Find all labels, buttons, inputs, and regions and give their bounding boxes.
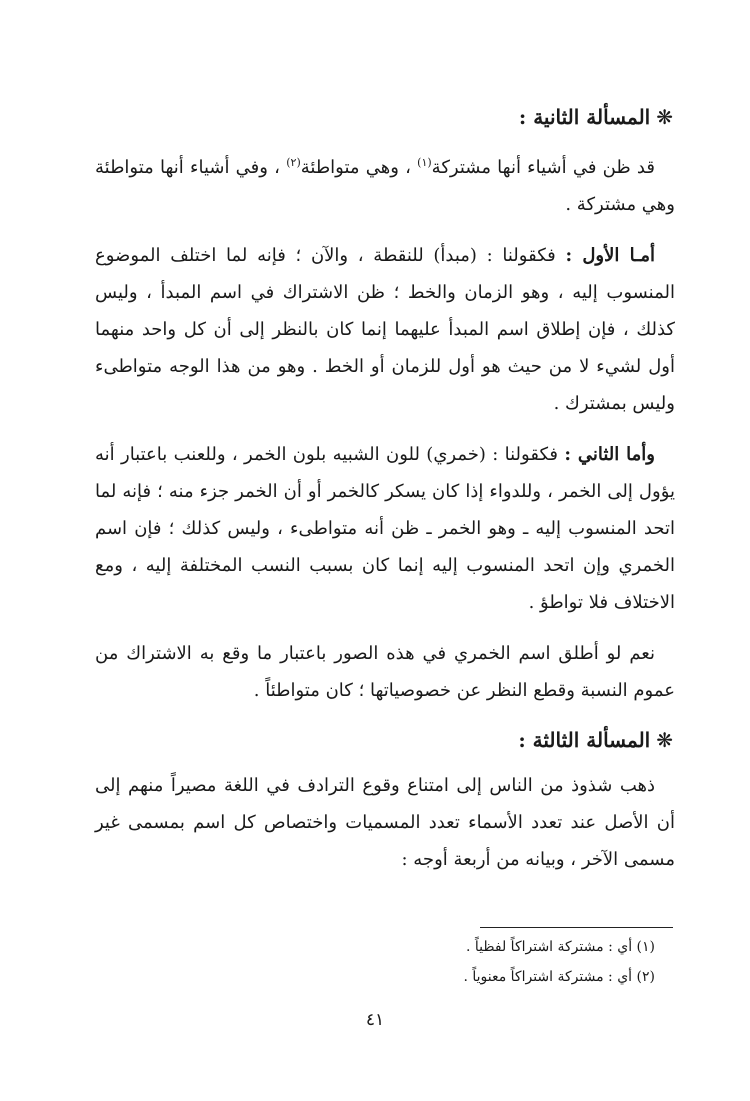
first-case-paragraph bbox=[95, 237, 675, 422]
footnote-divider bbox=[480, 927, 673, 928]
footnote-ref-1[interactable]: (١) bbox=[417, 156, 432, 169]
section-title: المسألة الثالثة : bbox=[518, 728, 651, 752]
third-paragraph bbox=[95, 767, 675, 878]
second-case-text: فكقولنا : (خمري) للون الشبيه بلون الخمر ، وللعنب باعتبار أنه يؤول إلى الخمر ، وللدواء إذا كان يسكر كالخمر أو أن الخمر جزء منه ؛ فإنه لما اتحد المنسوب إليه ـ وهو الخمر ـ ظن أنه متواطىء ، وليس كذلك ؛ فإن اسم الخمري وإن اتحد المنسوب إليه إنما كان بسبب النسب المختلفة إليه ، ومع الاختلاف فلا تواطؤ . bbox=[95, 444, 675, 613]
section-title: المسألة الثانية : bbox=[518, 105, 651, 129]
note-text: نعم لو أطلق اسم الخمري في هذه الصور باعتبار ما وقع به الاشتراك من عموم النسبة وقطع النظر عن خصوصياتها ؛ كان متواطئاً . bbox=[95, 643, 675, 701]
footnote-2: (٢) أي : مشتركة اشتراكاً معنوياً . bbox=[463, 969, 655, 985]
note-paragraph bbox=[95, 635, 675, 709]
first-case-text: فكقولنا : (مبدأ) للنقطة ، والآن ؛ فإنه لما اختلف الموضوع المنسوب إليه ، وهو الزمان والخط ؛ ظن الاشتراك في اسم المبدأ ، وليس كذلك ، فإن إطلاق اسم المبدأ عليهما إنما كان بالنظر إلى أن كل واحد منهما أول لشيء لا من حيث هو أول للزمان أو الخط . وهو من هذا الوجه متواطىء وليس بمشترك . bbox=[95, 245, 675, 414]
first-case-lead: أمـا الأول : bbox=[565, 245, 655, 266]
page-number: ٤١ bbox=[365, 1010, 385, 1030]
footnote-ref-2[interactable]: (٢) bbox=[286, 156, 301, 169]
intro-paragraph: قد ظن في أشياء أنها مشتركة$^{(١)}$ ، وهي متواطئة$^{(٢)}$ ، وفي أشياء أنها متواطئة وهي مشتركة . bbox=[95, 156, 675, 215]
star-icon: ❋ bbox=[656, 105, 673, 129]
section-heading-third bbox=[95, 723, 673, 757]
second-case-paragraph bbox=[95, 436, 675, 621]
star-icon: ❋ bbox=[656, 728, 673, 752]
page-body bbox=[95, 100, 675, 892]
third-text: ذهب شذوذ من الناس إلى امتناع وقوع الترادف في اللغة مصيراً منهم إلى أن الأصل عند تعدد الأسماء تعدد المسميات واختصاص كل اسم بمسمى غير مسمى الآخر ، وبيانه من أربعة أوجه : bbox=[95, 775, 675, 870]
footnote-1: (١) أي : مشتركة اشتراكاً لفظياً . bbox=[466, 939, 655, 955]
footnotes bbox=[95, 932, 675, 992]
second-case-lead: وأما الثاني : bbox=[564, 444, 655, 465]
section-heading-second bbox=[95, 100, 673, 134]
